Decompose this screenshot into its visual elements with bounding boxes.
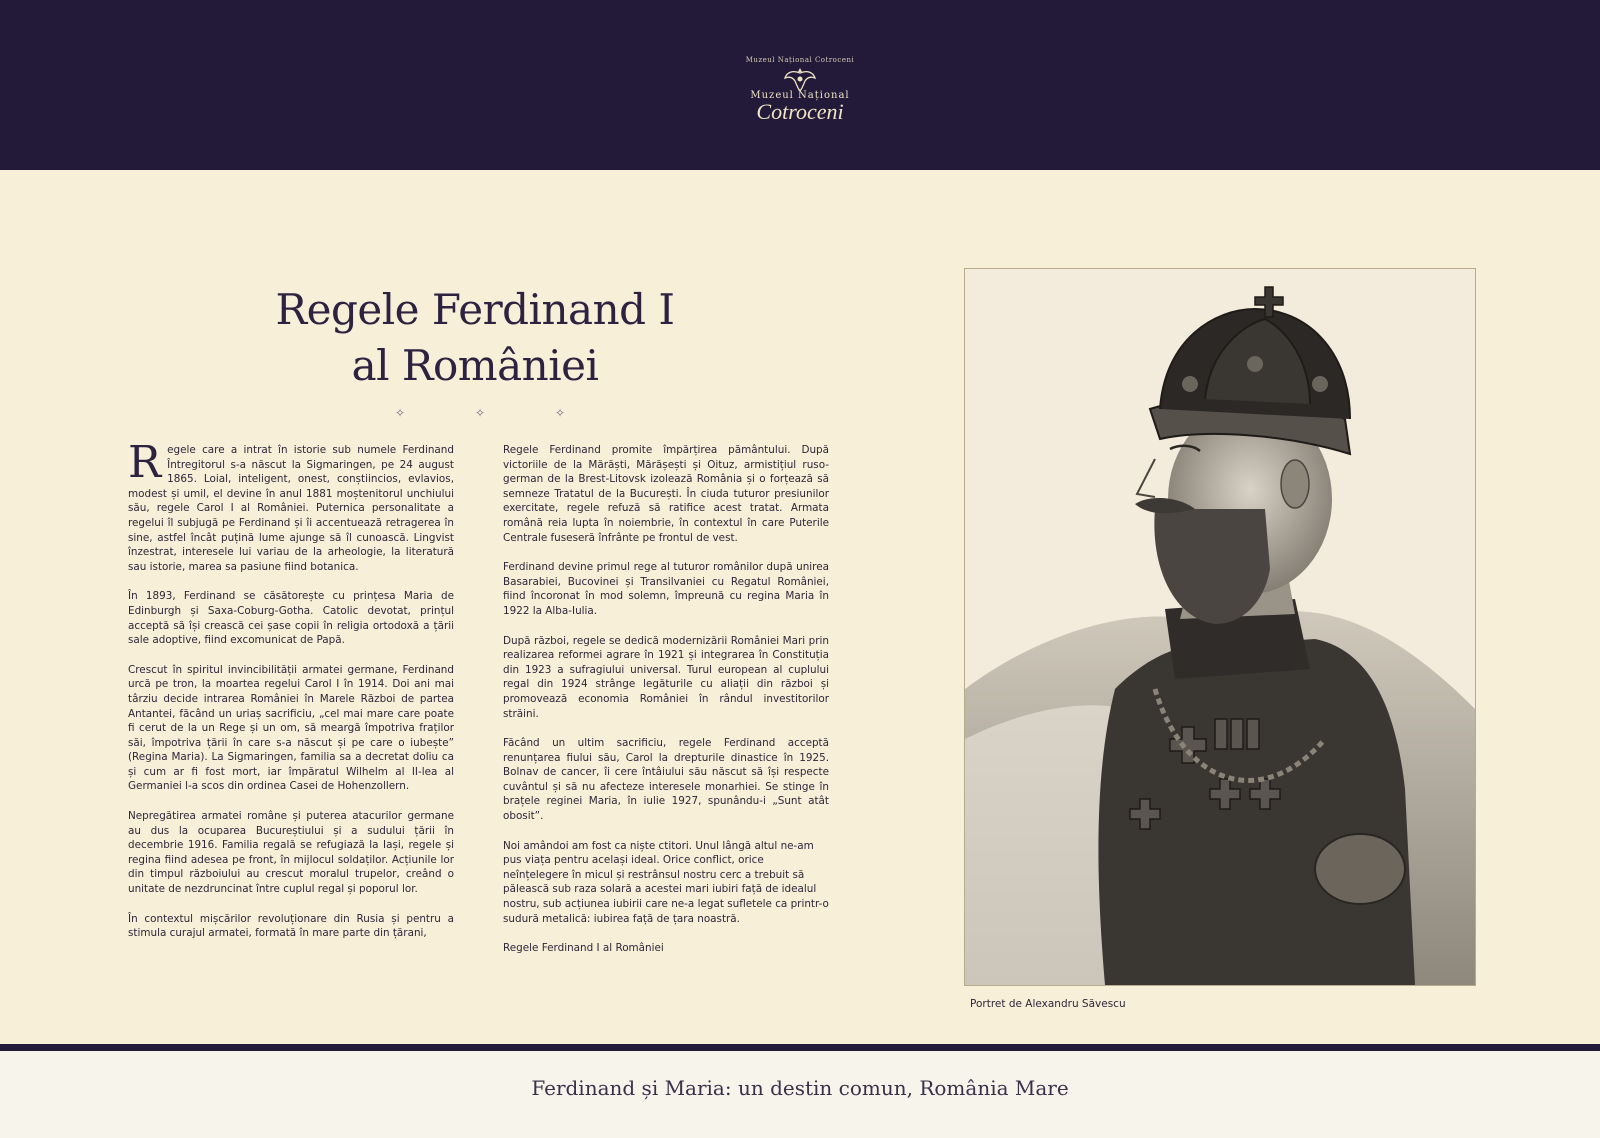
paragraph: Făcând un ultim sacrificiu, regele Ferdinand acceptă renunțarea fiului său, Carol la drepturile dinastice în 1925. Bolnav de cancer, îi cere întâiului său născut să își respecte cuvântul și să nu afecteze interesele monarhiei. Se stinge în brațele reginei Maria, în iulie 1927, spunându-i „Sunt atât obosit”. [503, 737, 829, 823]
quote-signature: Regele Ferdinand I al României [503, 942, 664, 955]
title-line1: Regele Ferdinand I [275, 285, 675, 334]
diamond-star-icon: ✧ [554, 406, 565, 420]
paragraph [128, 437, 454, 574]
portrait-image [964, 268, 1476, 986]
eagle-crest-icon [783, 66, 817, 92]
museum-logo [700, 56, 900, 123]
king-portrait-illustration [965, 269, 1475, 985]
title-ornaments [395, 406, 565, 420]
paragraph: Nepregătirea armatei române și puterea atacurilor germane au dus la ocuparea Bucureștiului și a sudului țării în decembrie 1916. Familia regală se refugiază la Iași, regele și regina fiind adesea pe front, în mijlocul soldaților. Acțiunile lor din timpul războiului au crescut moralul trupelor, creând o unitate de nezdruncinat între cuplul regal și poporul lor. [128, 810, 454, 896]
paragraph: Regele Ferdinand promite împărțirea pământului. După victoriile de la Mărăști, Mărășești și Oituz, armistițiul ruso-german de la Brest-Litovsk izolează România și o forțează să semneze Tratatul de la București. În ciuda tuturor presiunilor exercitate, regele refuză să ratifice acest tratat. Armata română reia lupta în noiembrie, în contextul în care Puterile Centrale fuseseră înfrânte pe frontul de vest. [503, 444, 829, 544]
royal-quote: Noi amândoi am fost ca niște ctitori. Unul lângă altul ne-am pus viața pentru același ideal. Orice conflict, orice neînțelegere în micul și restrânsul nostru cerc a trebuit să pălească sub raza solară a acestei mari iubiri față de idealul nostru, sub acțiunea iubirii care ne-a legat sufletele ca printr-o sudură metalică: iubirea față de țara noastră. [503, 839, 829, 925]
title-line2: al României [351, 341, 599, 390]
diamond-star-icon: ✧ [395, 406, 406, 420]
text-column-right [503, 443, 829, 971]
paragraph-text: egele care a intrat în istorie sub numele Ferdinand Întregitorul s-a născut la Sigmaringen, pe 24 august 1865. Loial, inteligent, onest, conștiincios, evlavios, modest și umil, el devine în anul 1881 moștenitorul unchiului său, regele Carol I al României. Puternica personalitate a regelui îl subjugă pe Ferdinand și îi accentuează retragerea în sine, astfel încât puțină lume ajunge să îl cunoască. Lingvist înzestrat, interesele lui variau de la arheologie, la literatură sau istorie, marea sa pasiune fiind botanica. [128, 444, 454, 573]
logo-line1: Muzeul Național [750, 90, 850, 101]
page-title [230, 282, 720, 394]
paragraph: În contextul mișcărilor revoluționare din Rusia și pentru a stimula curajul armatei, formată în mare parte din țărani, [128, 912, 454, 940]
logo-line2: Cotroceni [756, 99, 844, 124]
logo-arc-text: Muzeul Național Cotroceni [745, 56, 855, 64]
text-column-left [128, 437, 454, 956]
paragraph: Crescut în spiritul invincibilității armatei germane, Ferdinand urcă pe tron, la moartea regelui Carol I în 1914. Doi ani mai târziu decide intrarea României în Marele Război de partea Antantei, făcând un uriaș sacrificiu, „cel mai mare care poate fi cerut de la un Rege și un om, să meargă împotriva fraților săi, împotriva țării în care s-a născut și pe care o iubește” (Regina Maria). La Sigmaringen, familia sa a decretat doliu ca și cum ar fi fost mort, iar împăratul Wilhelm al II-lea al Germaniei l-a scos din ordinea Casei de Hohenzollern. [128, 663, 454, 793]
footer-band [0, 1044, 1600, 1051]
paragraph: După război, regele se dedică modernizării României Mari prin realizarea reformei agrare în 1921 și integrarea în Constituția din 1923 a sufragiului universal. Turul european al cuplului regal din 1924 strânge legăturile cu aliații din război și promovează economia României în rândul investitorilor străini. [503, 634, 829, 720]
paragraph: Ferdinand devine primul rege al tuturor românilor după unirea Basarabiei, Bucovinei și Transilvaniei cu Regatul României, fiind încoronat în mod solemn, împreună cu regina Maria în 1922 la Alba-Iulia. [503, 561, 829, 617]
diamond-star-icon: ✧ [474, 406, 486, 420]
footer-text: Ferdinand și Maria: un destin comun, România Mare [531, 1076, 1069, 1100]
portrait-caption: Portret de Alexandru Săvescu [970, 998, 1126, 1010]
paragraph: În 1893, Ferdinand se căsătorește cu prințesa Maria de Edinburgh și Saxa-Coburg-Gotha. Catolic devotat, prințul acceptă să își crească cei șase copii în religia ortodoxă a țării sale adoptive, fiind excomunicat de Papă. [128, 590, 454, 647]
dropcap: R [128, 437, 162, 488]
